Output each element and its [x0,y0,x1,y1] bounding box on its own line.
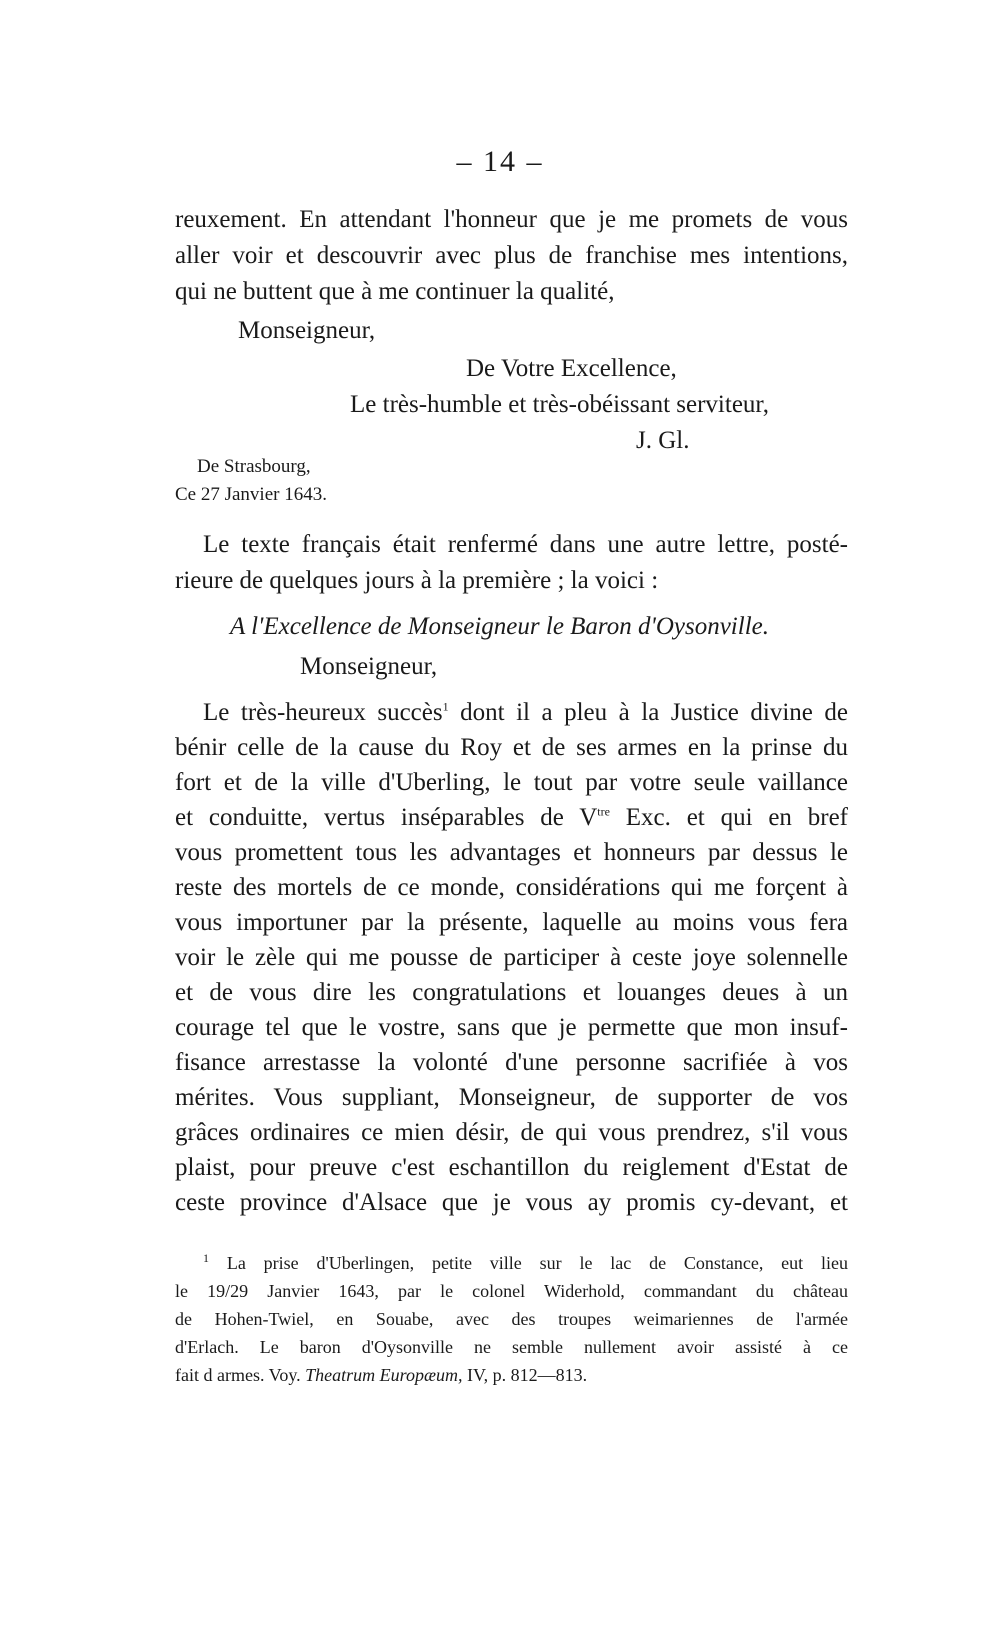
intro-line-2: rieure de quelques jours à la première ; la voici : [175,567,659,594]
letter2-line-3: fort et de la ville d'Uberling, le tout par votre seule vaillance [175,769,848,796]
intro-line-1: Le texte français était renfermé dans une autre lettre, posté- [203,531,848,558]
letter1-place: De Strasbourg, [197,456,311,477]
letter2-line-4-end: Exc. et qui en bref [625,804,848,831]
letter2-address: A l'Excellence de Monseigneur le Baron d'Oysonville. [230,613,769,640]
footnote-mark: 1 [203,1251,209,1265]
letter2-line-11: fisance arrestasse la volonté d'une personne sacrifiée à vos [175,1049,848,1076]
letter2-salutation: Monseigneur, [300,653,438,680]
letter1-line-3: qui ne buttent que à me continuer la qualité, [175,278,615,305]
footnote-line-5 [175,1364,587,1386]
letter2-line-5: vous promettent tous les advantages et honneurs par dessus le [175,839,848,866]
letter2-line-1-end: dont il a pleu à la Justice divine de [460,699,849,726]
letter2-line-8: voir le zèle qui me pousse de participer à ceste joye solennelle [175,944,848,971]
footnote-line-4: d'Erlach. Le baron d'Oysonville ne semble nullement avoir assisté à ce [175,1337,848,1357]
footnote-line-1 [203,1252,848,1274]
footnote-line-1-text: La prise d'Uberlingen, petite ville sur le lac de Constance, eut lieu [226,1253,848,1273]
letter1-date: Ce 27 Janvier 1643. [175,484,327,505]
page-number: – 14 – [456,145,544,178]
letter1-signature: J. Gl. [636,427,690,454]
letter2-line-6: reste des mortels de ce monde, considérations qui me forçent à [175,874,848,901]
letter2-line-4-start: et conduitte, vertus inséparables de V [175,804,598,831]
footnote-line-3: de Hohen-Twiel, en Souabe, avec des troupes weimariennes de l'armée [175,1309,848,1329]
letter2-line-12: mérites. Vous suppliant, Monseigneur, de supporter de vos [175,1084,848,1111]
letter2-line-10: courage tel que le vostre, sans que je permette que mon insuf- [175,1014,848,1041]
letter2-line-1-start: Le très-heureux succès [203,699,443,726]
letter2-line-9: et de vous dire les congratulations et louanges deues à un [175,979,848,1006]
letter2-line-13: grâces ordinaires ce mien désir, de qui vous prendrez, s'il vous [175,1119,848,1146]
footnote-line-2: le 19/29 Janvier 1643, par le colonel Widerhold, commandant du château [175,1281,848,1301]
letter1-line-2: aller voir et descouvrir avec plus de franchise mes intentions, [175,242,848,269]
letter2-line-4 [175,803,848,833]
footnote-reference: 1 [442,699,449,714]
letter2-line-1 [203,698,848,728]
footnote-source-title: Theatrum Europæum, [305,1365,463,1385]
letter1-salutation: Monseigneur, [238,317,376,344]
letter2-line-15: ceste province d'Alsace que je vous ay promis cy-devant, et [175,1189,848,1216]
abbreviation-superscript: tre [597,804,610,819]
letter1-closing-2: Le très-humble et très-obéissant serviteur, [350,391,769,418]
footnote-line-5-end: IV, p. 812—813. [462,1365,588,1385]
footnote-line-5-start: fait d armes. Voy. [175,1365,306,1385]
letter2-line-2: bénir celle de la cause du Roy et de ses armes en la prinse du [175,734,848,761]
letter2-line-7: vous importuner par la présente, laquelle au moins vous fera [175,909,848,936]
letter1-closing-1: De Votre Excellence, [466,355,677,382]
letter2-line-14: plaist, pour preuve c'est eschantillon du reiglement d'Estat de [175,1154,848,1181]
letter1-line-1: reuxement. En attendant l'honneur que je me promets de vous [175,206,848,233]
